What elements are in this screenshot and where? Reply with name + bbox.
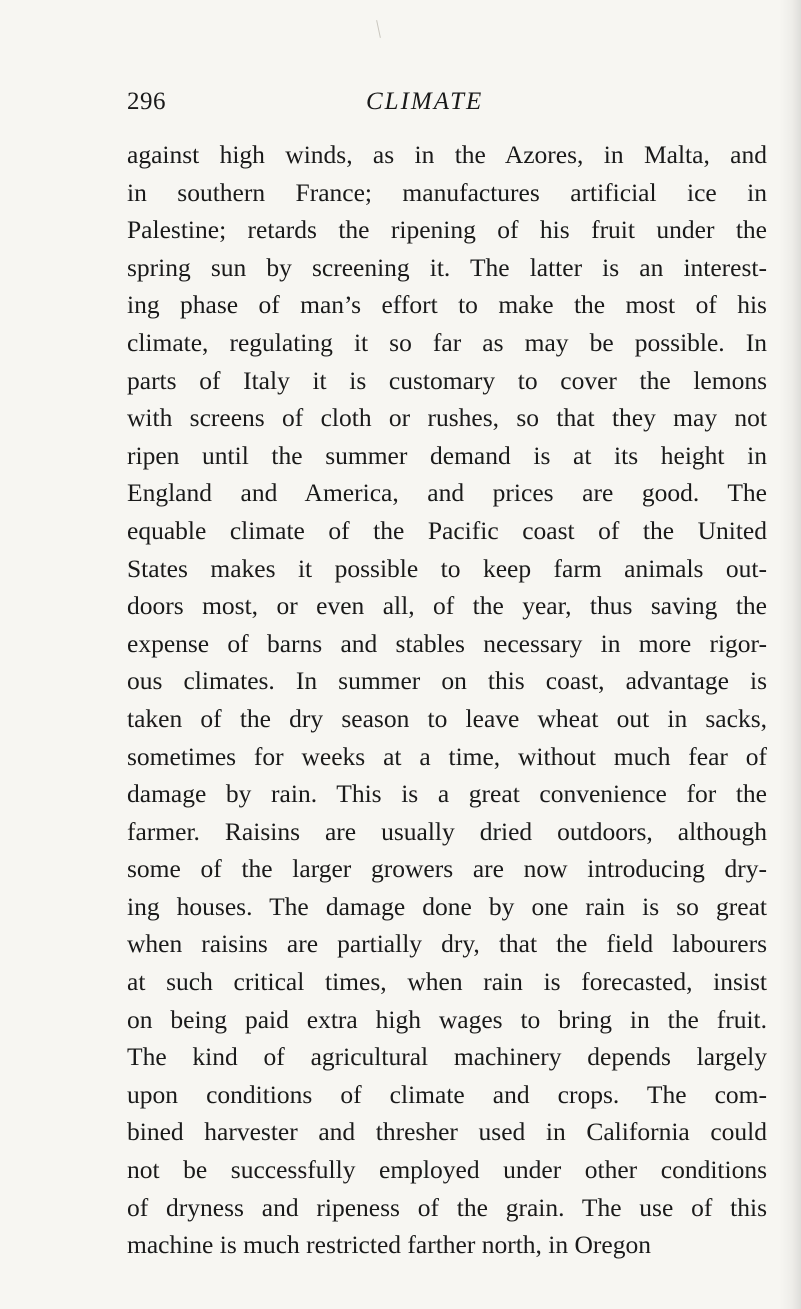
text-line: doors most, or even all, of the year, thus saving the <box>127 591 767 621</box>
text-line: ing houses. The damage done by one rain is so great <box>127 891 767 921</box>
text-line: against high winds, as in the Azores, in Malta, and <box>127 140 767 169</box>
text-line: sometimes for weeks at a time, without much fear of <box>127 741 767 771</box>
text-line: expense of barns and stables necessary in more rigor- <box>127 628 767 658</box>
text-line: equable climate of the Pacific coast of the United <box>127 515 767 545</box>
text-line: when raisins are partially dry, that the field labourers <box>127 929 767 959</box>
text-line: machine is much restricted farther north, in Oregon <box>127 1230 651 1260</box>
text-line: Palestine; retards the ripening of his fruit under the <box>127 215 767 245</box>
text-line: damage by rain. This is a great convenience for the <box>127 779 767 809</box>
text-line: spring sun by screening it. The latter is an interest- <box>127 252 767 282</box>
paper-crease <box>376 20 381 38</box>
text-line: some of the larger growers are now introducing dry- <box>127 854 767 884</box>
text-line: ing phase of man’s effort to make the most of his <box>127 290 767 320</box>
text-line: The kind of agricultural machinery depends largely <box>127 1042 767 1072</box>
page-edge-shadow <box>779 0 801 1309</box>
text-line: farmer. Raisins are usually dried outdoors, although <box>127 816 767 846</box>
text-line: taken of the dry season to leave wheat out in sacks, <box>127 703 767 733</box>
page-number: 296 <box>127 88 166 115</box>
text-line: on being paid extra high wages to bring in the fruit. <box>127 1004 767 1034</box>
text-line: bined harvester and thresher used in California could <box>127 1117 767 1147</box>
running-title: CLIMATE <box>366 88 484 115</box>
text-line: not be successfully employed under other conditions <box>127 1155 767 1185</box>
text-line: of dryness and ripeness of the grain. The use of this <box>127 1192 767 1222</box>
text-line: parts of Italy it is customary to cover the lemons <box>127 365 767 395</box>
text-line: with screens of cloth or rushes, so that they may not <box>127 403 767 433</box>
text-line: England and America, and prices are good. The <box>127 478 767 508</box>
text-line: ous climates. In summer on this coast, advantage is <box>127 666 767 696</box>
body-text <box>127 136 767 1264</box>
text-line: at such critical times, when rain is forecasted, insist <box>127 967 767 997</box>
text-line: ripen until the summer demand is at its height in <box>127 440 767 470</box>
running-head <box>0 86 801 126</box>
text-line: States makes it possible to keep farm animals out- <box>127 553 767 583</box>
text-line: upon conditions of climate and crops. The com- <box>127 1079 767 1109</box>
text-line: in southern France; manufactures artificial ice in <box>127 177 767 207</box>
text-line: climate, regulating it so far as may be possible. In <box>127 327 767 357</box>
